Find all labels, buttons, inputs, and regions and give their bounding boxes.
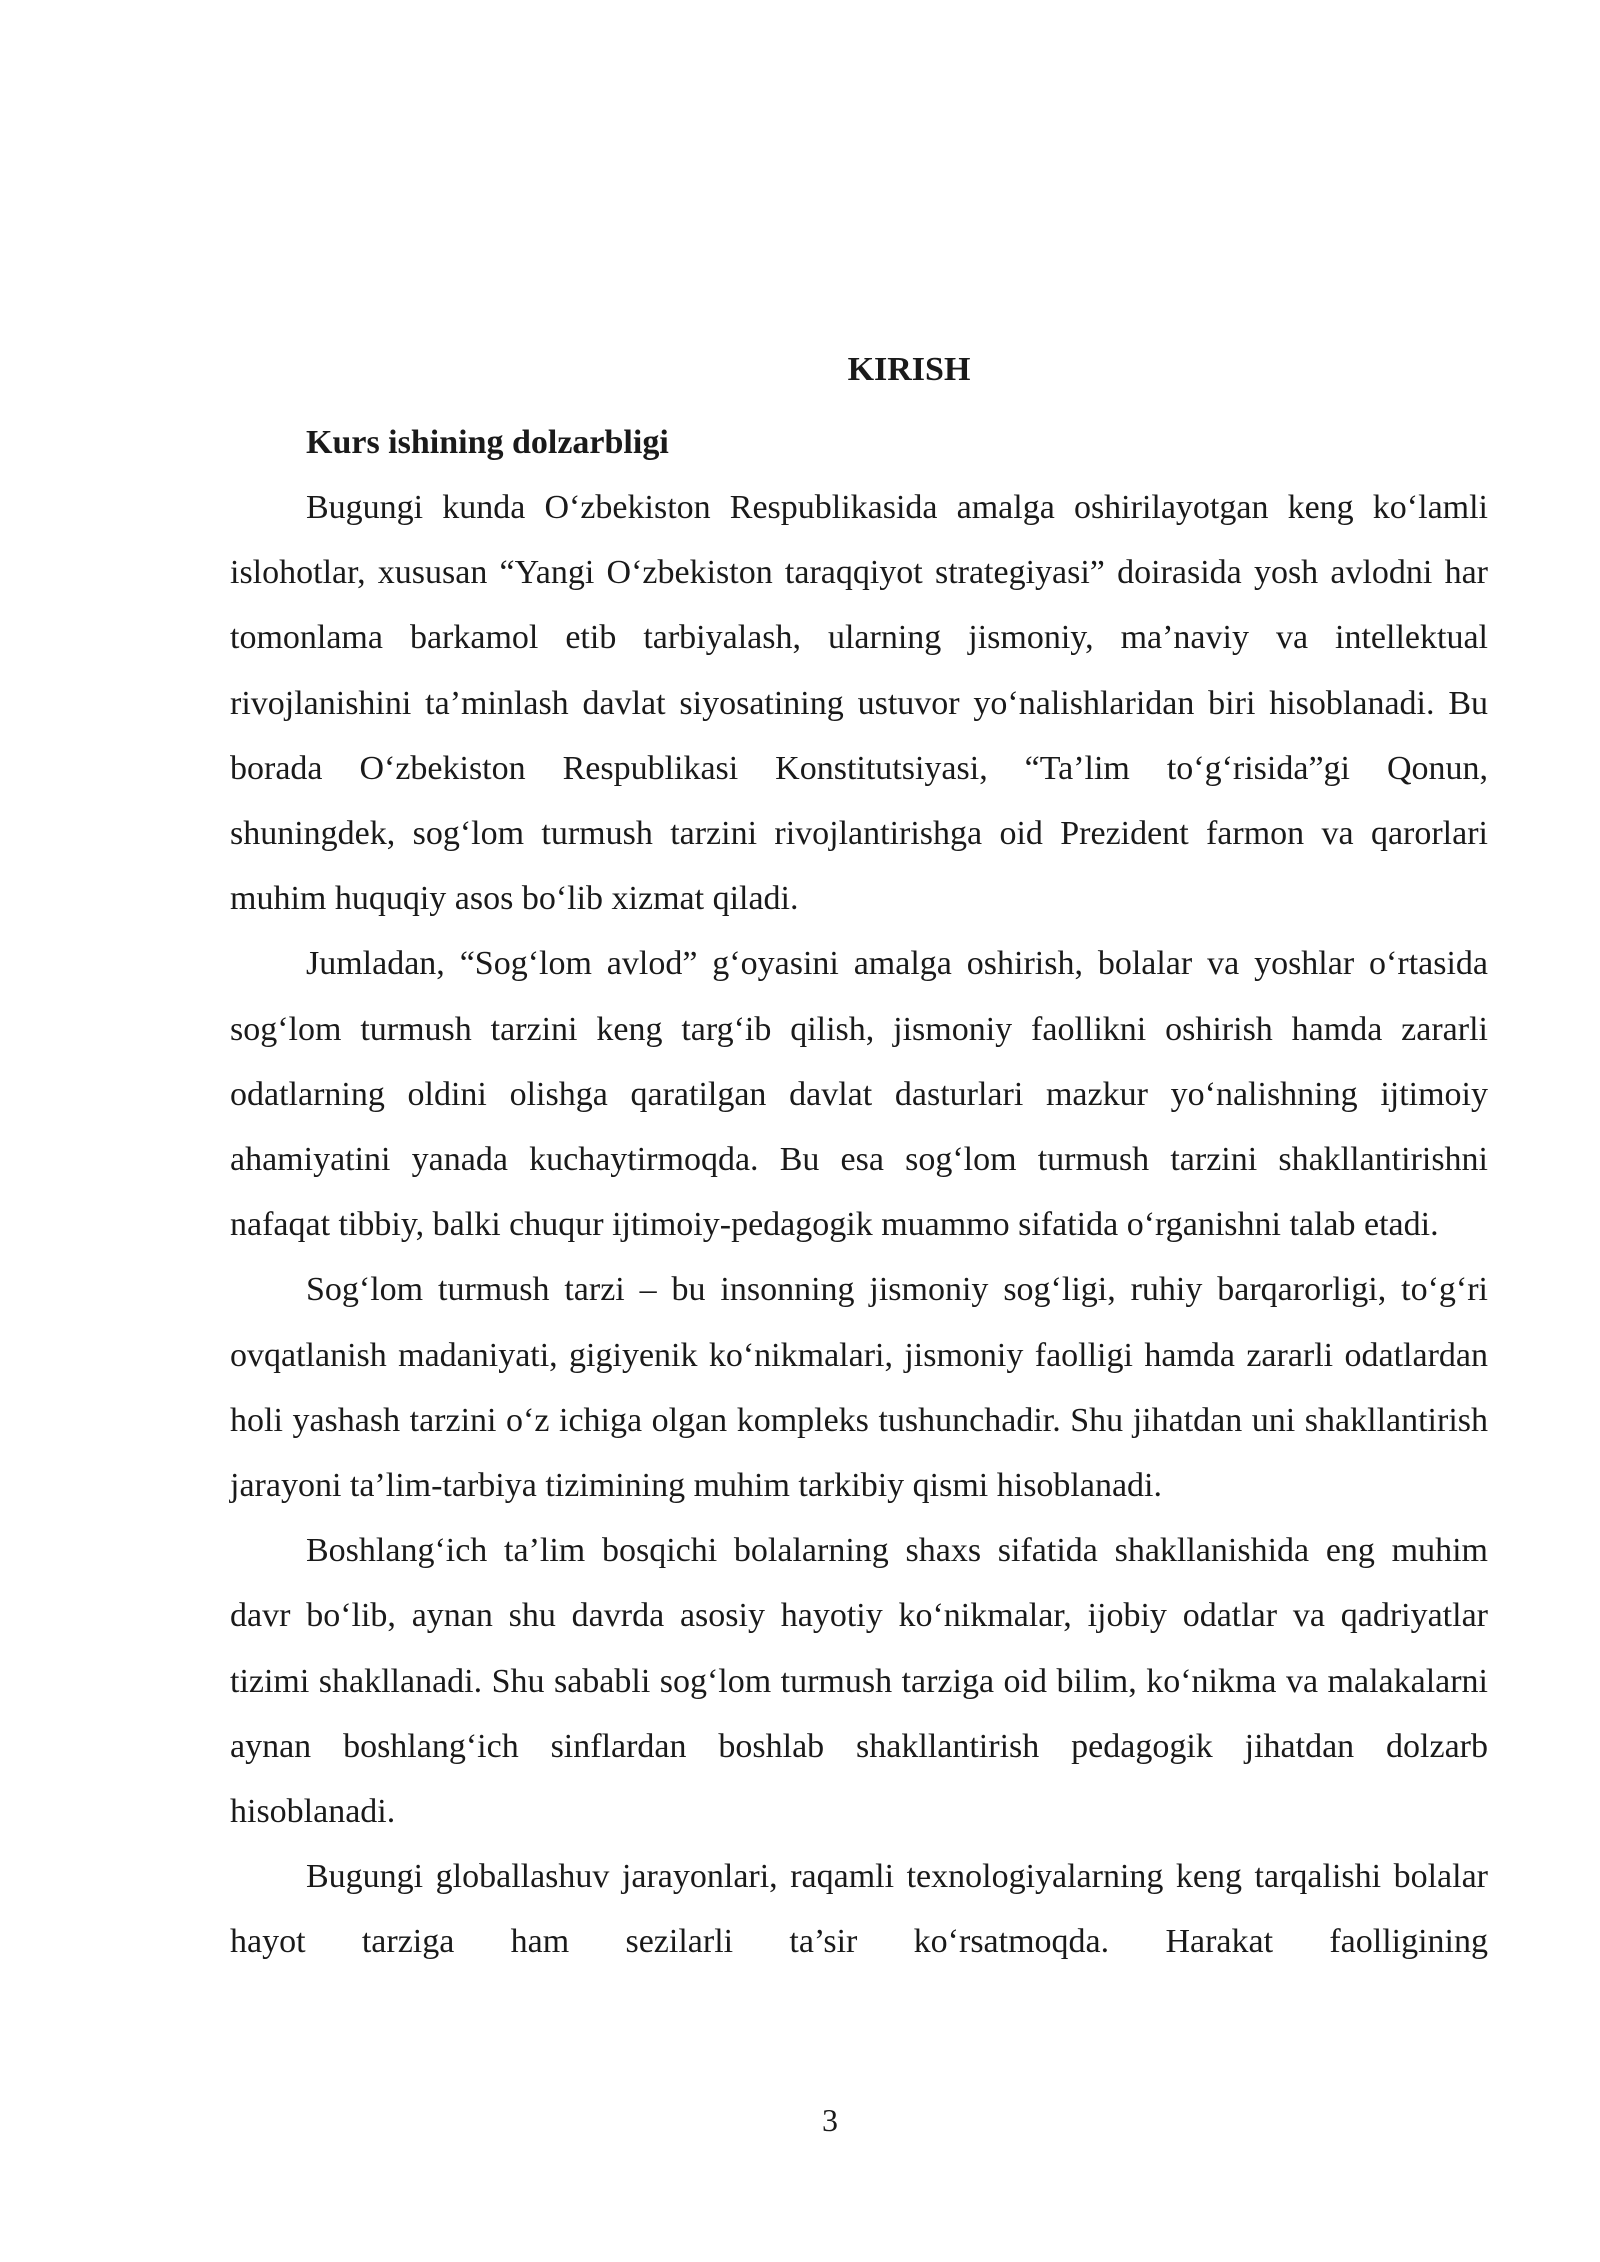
- paragraph-3: Sog‘lom turmush tarzi – bu insonning jismoniy sog‘ligi, ruhiy barqarorligi, to‘g‘ri ovqatlanish madaniyati, gigiyenik ko‘nikmalari, jismoniy faolligi hamda zararli odatlardan holi yashash tarzini o‘z ichiga olgan kompleks tushunchadir. Shu jihatdan uni shakllantirish jarayoni ta’lim-tarbiya tizimining muhim tarkibiy qismi hisoblanadi.: [230, 1271, 1488, 1505]
- paragraph-5: Bugungi globallashuv jarayonlari, raqamli texnologiyalarning keng tarqalishi bolalar hayot tarziga ham sezilarli ta’sir ko‘rsatmoqda. Harakat faolligining: [230, 1858, 1488, 1961]
- paragraph-1: Bugungi kunda O‘zbekiston Respublikasida amalga oshirilayotgan keng ko‘lamli islohotlar, xususan “Yangi O‘zbekiston taraqqiyot strategiyasi” doirasida yosh avlodni har tomonlama barkamol etib tarbiyalash, ularning jismoniy, ma’naviy va intellektual rivojlanishini ta’minlash davlat siyosatining ustuvor yo‘nalishlaridan biri hisoblanadi. Bu borada O‘zbekiston Respublikasi Konstitutsiyasi, “Ta’lim to‘g‘risida”gi Qonun, shuningdek, sog‘lom turmush tarzini rivojlantirishga oid Prezident farmon va qarorlari muhim huquqiy asos bo‘lib xizmat qiladi.: [230, 489, 1488, 918]
- page-number: 3: [822, 2102, 838, 2138]
- section-subtitle: Kurs ishining dolzarbligi: [306, 424, 669, 461]
- document-page: [230, 330, 1488, 1975]
- document-title: KIRISH: [847, 351, 971, 388]
- paragraph-4: Boshlang‘ich ta’lim bosqichi bolalarning shaxs sifatida shakllanishida eng muhim davr bo‘lib, aynan shu davrda asosiy hayotiy ko‘nikmalar, ijobiy odatlar va qadriyatlar tizimi shakllanadi. Shu sababli sog‘lom turmush tarziga oid bilim, ko‘nikma va malakalarni aynan boshlang‘ich sinflardan boshlab shakllantirish pedagogik jihatdan dolzarb hisoblanadi.: [230, 1532, 1488, 1831]
- paragraph-2: Jumladan, “Sog‘lom avlod” g‘oyasini amalga oshirish, bolalar va yoshlar o‘rtasida sog‘lom turmush tarzini keng targ‘ib qilish, jismoniy faollikni oshirish hamda zararli odatlarning oldini olishga qaratilgan davlat dasturlari mazkur yo‘nalishning ijtimoiy ahamiyatini yanada kuchaytirmoqda. Bu esa sog‘lom turmush tarzini shakllantirishni nafaqat tibbiy, balki chuqur ijtimoiy-pedagogik muammo sifatida o‘rganishni talab etadi.: [230, 945, 1488, 1244]
